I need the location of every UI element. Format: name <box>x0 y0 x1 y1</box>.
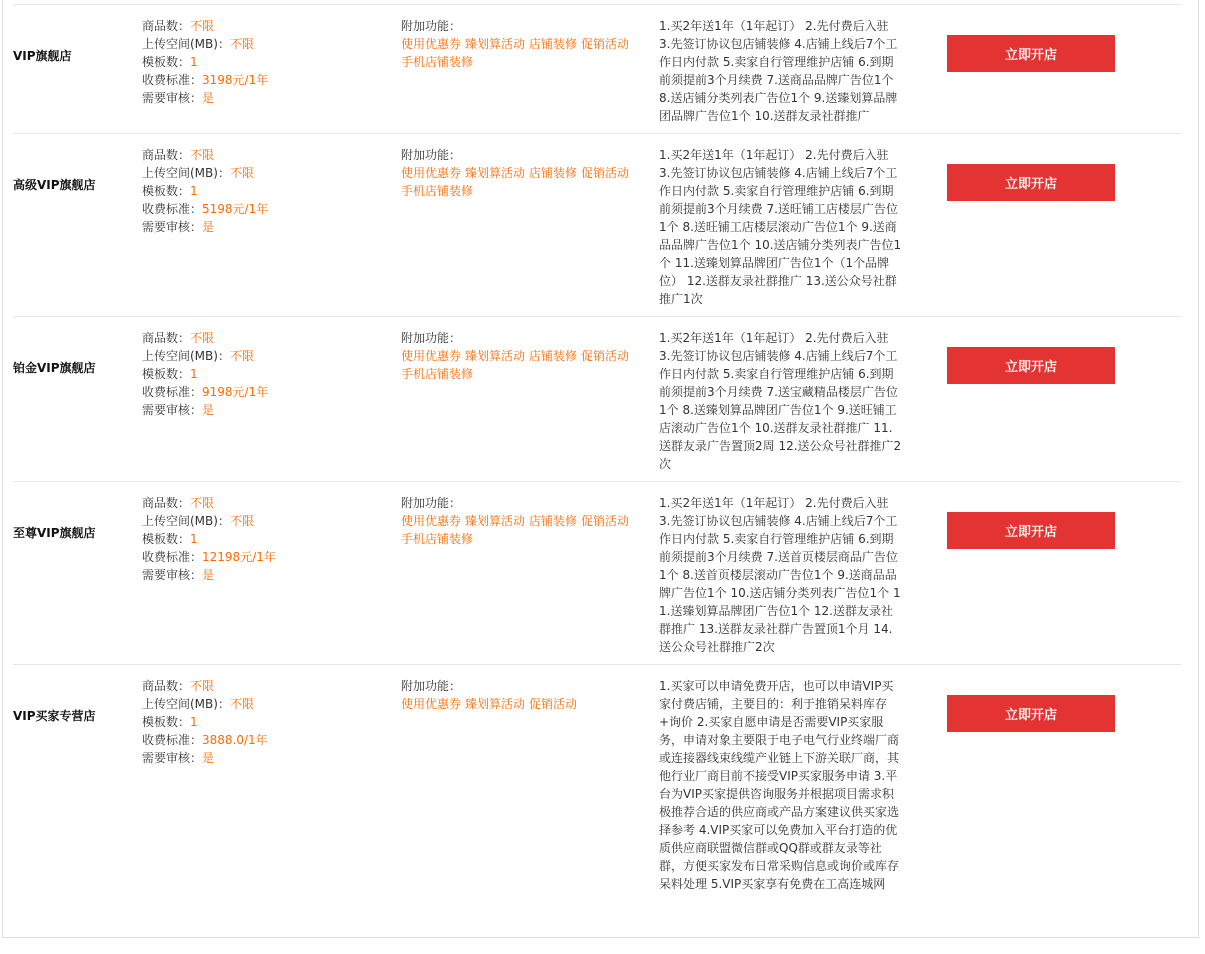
review-line: 需要审核：是 <box>142 751 215 765</box>
goods-value: 不限 <box>190 19 215 33</box>
fee-value: 5198元/1年 <box>202 202 269 216</box>
goods-line: 商品数：不限 <box>142 496 215 510</box>
templates-value: 1 <box>190 184 198 198</box>
plans-frame <box>2 0 1199 938</box>
plan-row-senior-vip <box>13 133 1181 316</box>
review-value: 是 <box>202 568 215 582</box>
plan-description: 1.买2年送1年（1年起订） 2.先付费后入驻 3.先签订协议包店铺装修 4.店铺上线后7个工作日内付款 5.卖家自行管理维护店铺 6.到期前须提前3个月续费 7.送首页楼层商品广告位1个 8.送首页楼层滚动广告位1个 9.送商品品牌广告位1个 10.送店铺分类列表广告位1个 11.送臻划算品牌团广告位1个 12.送群友录社群推广 13.送群友录社群广告置顶1个月 14.送公众号社群推广2次 <box>659 496 901 654</box>
plan-description: 1.买2年送1年（1年起订） 2.先付费后入驻 3.先签订协议包店铺装修 4.店铺上线后7个工作日内付款 5.卖家自行管理维护店铺 6.到期前须提前3个月续费 7.送旺铺工店楼层广告位1个 8.送旺铺工店楼层滚动广告位1个 9.送商品品牌广告位1个 10.送店铺分类列表广告位1个 11.送臻划算品牌团广告位1个（1个品牌位） 12.送群友录社群推广 13.送公众号社群推广1次 <box>659 148 902 306</box>
plan-name: VIP旗舰店 <box>13 49 72 63</box>
review-line: 需要审核：是 <box>142 403 215 417</box>
space-line: 上传空间(MB)：不限 <box>142 166 254 180</box>
feature-item: 店铺装修 <box>529 37 578 51</box>
goods-value: 不限 <box>190 496 215 510</box>
space-line: 上传空间(MB)：不限 <box>142 37 254 51</box>
features-label: 附加功能： <box>401 496 462 510</box>
plan-description: 1.买家可以申请免费开店，也可以申请VIP买家付费店铺，主要目的：利于推销呆料库存+询价 2.买家自愿申请是否需要VIP买家服务，申请对象主要限于电子电气行业终端厂商或连接器线束线缆产业链上下游关联厂商，其他行业厂商目前不接受VIP买家服务申请 3.平台为VIP买家提供咨询服务并根据项目需求积极推荐合适的供应商或产品方案建议供买家选择参考 4.VIP买家可以免费加入平台打造的优质供应商联盟微信群或QQ群或群友录等社群，方便买家发布日常采购信息或询价或库存呆料处理 5.VIP买家享有免费在工高连城网 <box>659 679 900 891</box>
review-value: 是 <box>202 220 215 234</box>
plan-name: 高级VIP旗舰店 <box>13 178 96 192</box>
feature-item: 手机店铺装修 <box>401 55 474 69</box>
feature-item: 使用优惠券 <box>401 166 462 180</box>
open-store-button[interactable]: 立即开店 <box>947 164 1115 201</box>
plan-description: 1.买2年送1年（1年起订） 2.先付费后入驻 3.先签订协议包店铺装修 4.店铺上线后7个工作日内付款 5.卖家自行管理维护店铺 6.到期前须提前3个月续费 7.送宝藏精品楼层广告位1个 8.送臻划算品牌团广告位1个 9.送旺铺工店滚动广告位1个 10.送群友录社群推广 11.送群友录广告置顶2周 12.送公众号社群推广2次 <box>659 331 902 471</box>
feature-item: 使用优惠券 <box>401 37 462 51</box>
open-store-button[interactable]: 立即开店 <box>947 695 1115 732</box>
goods-line: 商品数：不限 <box>142 19 215 33</box>
plan-row-vip <box>13 4 1181 133</box>
fee-value: 9198元/1年 <box>202 385 269 399</box>
space-value: 不限 <box>229 514 254 528</box>
plan-row-vip-buyer <box>13 664 1181 932</box>
review-value: 是 <box>202 751 215 765</box>
fee-value: 3888.0/1年 <box>202 733 268 747</box>
plan-row-supreme-vip <box>13 481 1181 664</box>
goods-value: 不限 <box>190 148 215 162</box>
feature-item: 臻划算活动 <box>465 514 526 528</box>
space-line: 上传空间(MB)：不限 <box>142 349 254 363</box>
features-list <box>401 347 641 383</box>
space-value: 不限 <box>229 166 254 180</box>
features-label: 附加功能： <box>401 148 462 162</box>
plan-info <box>142 494 392 584</box>
review-value: 是 <box>202 91 215 105</box>
review-line: 需要审核：是 <box>142 91 215 105</box>
fee-line: 收费标准：3888.0/1年 <box>142 733 268 747</box>
templates-value: 1 <box>190 367 198 381</box>
templates-value: 1 <box>190 715 198 729</box>
fee-line: 收费标准：3198元/1年 <box>142 73 269 87</box>
plans-list <box>13 4 1181 932</box>
features-list <box>401 512 641 548</box>
open-store-button[interactable]: 立即开店 <box>947 512 1115 549</box>
templates-value: 1 <box>190 55 198 69</box>
plan-name: 铂金VIP旗舰店 <box>13 361 96 375</box>
feature-item: 促销活动 <box>581 514 630 528</box>
plan-info <box>142 146 392 236</box>
features-list <box>401 164 641 200</box>
open-store-button[interactable]: 立即开店 <box>947 35 1115 72</box>
templates-value: 1 <box>190 532 198 546</box>
plan-info <box>142 677 392 767</box>
plan-name: VIP买家专营店 <box>13 709 96 723</box>
feature-item: 臻划算活动 <box>465 37 526 51</box>
feature-item: 促销活动 <box>581 349 630 363</box>
goods-line: 商品数：不限 <box>142 679 215 693</box>
templates-line: 模板数：1 <box>142 715 198 729</box>
features-label: 附加功能： <box>401 679 462 693</box>
fee-line: 收费标准：5198元/1年 <box>142 202 269 216</box>
features-list <box>401 35 641 71</box>
feature-item: 促销活动 <box>581 166 630 180</box>
fee-line: 收费标准：9198元/1年 <box>142 385 269 399</box>
fee-value: 3198元/1年 <box>202 73 269 87</box>
feature-item: 店铺装修 <box>529 349 578 363</box>
feature-item: 使用优惠券 <box>401 349 462 363</box>
feature-item: 手机店铺装修 <box>401 532 474 546</box>
space-line: 上传空间(MB)：不限 <box>142 514 254 528</box>
feature-item: 臻划算活动 <box>465 349 526 363</box>
goods-value: 不限 <box>190 679 215 693</box>
space-value: 不限 <box>229 349 254 363</box>
goods-value: 不限 <box>190 331 215 345</box>
fee-value: 12198元/1年 <box>202 550 276 564</box>
feature-item: 促销活动 <box>581 37 630 51</box>
review-value: 是 <box>202 403 215 417</box>
templates-line: 模板数：1 <box>142 367 198 381</box>
plan-features <box>401 17 641 71</box>
goods-line: 商品数：不限 <box>142 148 215 162</box>
plan-info <box>142 17 392 107</box>
plan-name: 至尊VIP旗舰店 <box>13 526 96 540</box>
templates-line: 模板数：1 <box>142 55 198 69</box>
feature-item: 店铺装修 <box>529 166 578 180</box>
space-value: 不限 <box>229 37 254 51</box>
open-store-button[interactable]: 立即开店 <box>947 347 1115 384</box>
templates-line: 模板数：1 <box>142 184 198 198</box>
review-line: 需要审核：是 <box>142 220 215 234</box>
feature-item: 促销活动 <box>529 697 578 711</box>
feature-item: 臻划算活动 <box>465 697 526 711</box>
plan-features <box>401 146 641 200</box>
fee-line: 收费标准：12198元/1年 <box>142 550 276 564</box>
feature-item: 手机店铺装修 <box>401 184 474 198</box>
plan-features <box>401 329 641 383</box>
feature-item: 店铺装修 <box>529 514 578 528</box>
feature-item: 使用优惠券 <box>401 697 462 711</box>
plan-description: 1.买2年送1年（1年起订） 2.先付费后入驻 3.先签订协议包店铺装修 4.店铺上线后7个工作日内付款 5.卖家自行管理维护店铺 6.到期前须提前3个月续费 7.送商品品牌广告位1个 8.送店铺分类列表广告位1个 9.送臻划算品牌团品牌广告位1个 10.送群友录社群推广 <box>659 19 898 123</box>
templates-line: 模板数：1 <box>142 532 198 546</box>
feature-item: 使用优惠券 <box>401 514 462 528</box>
features-list <box>401 695 641 713</box>
plan-features <box>401 494 641 548</box>
features-label: 附加功能： <box>401 19 462 33</box>
plan-row-platinum-vip <box>13 316 1181 481</box>
features-label: 附加功能： <box>401 331 462 345</box>
space-line: 上传空间(MB)：不限 <box>142 697 254 711</box>
plan-features <box>401 677 641 713</box>
plan-info <box>142 329 392 419</box>
goods-line: 商品数：不限 <box>142 331 215 345</box>
feature-item: 手机店铺装修 <box>401 367 474 381</box>
feature-item: 臻划算活动 <box>465 166 526 180</box>
space-value: 不限 <box>229 697 254 711</box>
review-line: 需要审核：是 <box>142 568 215 582</box>
